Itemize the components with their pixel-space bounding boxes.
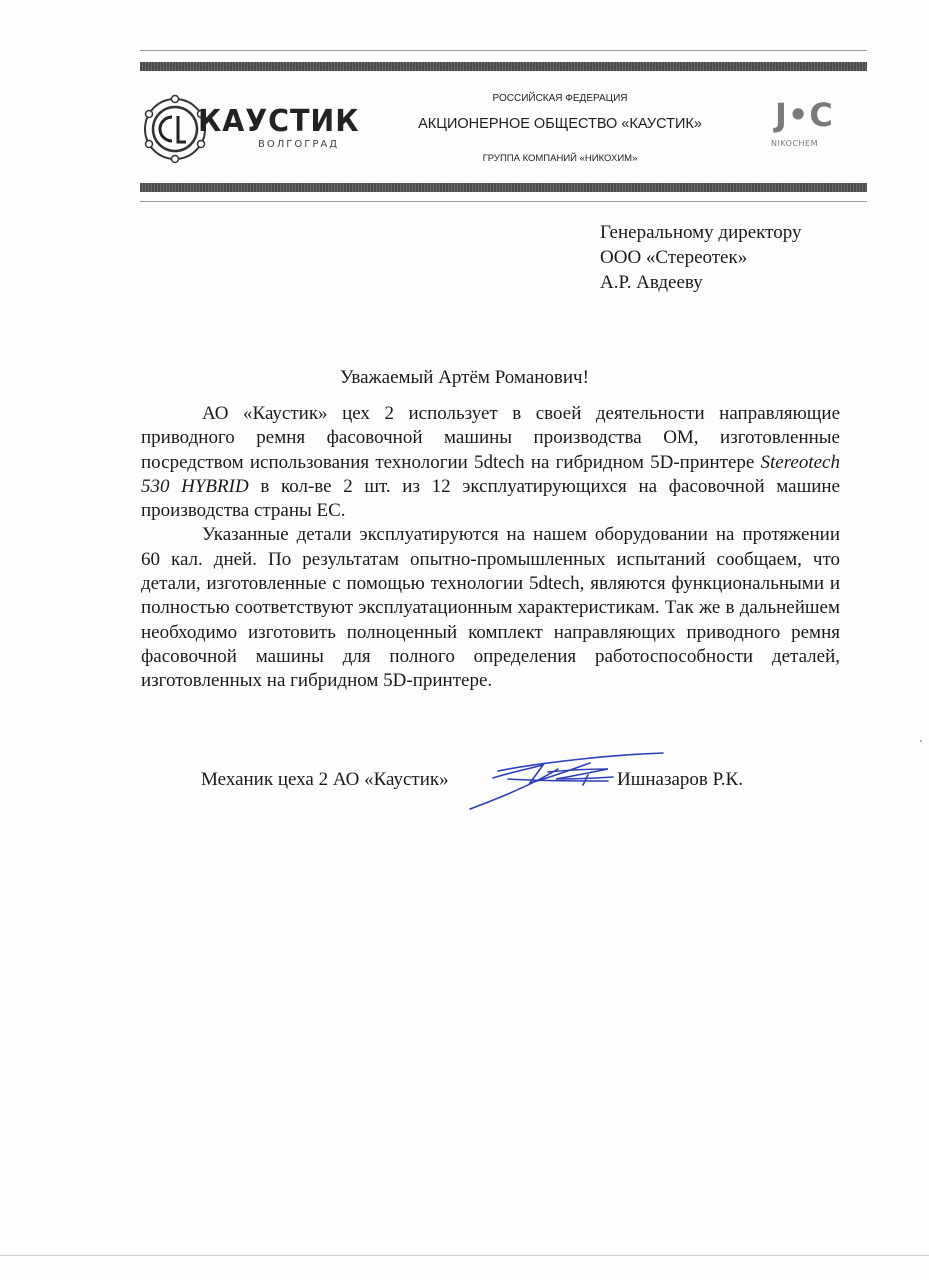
- header-country: РОССИЙСКАЯ ФЕДЕРАЦИЯ: [492, 93, 628, 104]
- header-rule-thin-top: [140, 50, 867, 51]
- header-company: АКЦИОНЕРНОЕ ОБЩЕСТВО «КАУСТИК»: [418, 116, 702, 132]
- paragraph-1-end: в кол-ве 2 шт. из 12 эксплуатирующихся на фасовочной машине производства страны ЕС.: [141, 475, 840, 522]
- signatory-name: Ишназаров Р.К.: [617, 769, 743, 790]
- header-rule-thin-bottom: [140, 201, 867, 202]
- header-group: ГРУППА КОМПАНИЙ «НИКОХИМ»: [482, 153, 638, 164]
- printer-model: Stereotech 530 HYBRID: [141, 451, 840, 497]
- signatory-position: Механик цеха 2 АО «Каустик»: [201, 769, 449, 790]
- greeting: Уважаемый Артём Романович!: [340, 367, 589, 388]
- header-rule-thick-top: [140, 62, 867, 71]
- nikochem-mark-icon: J•C: [775, 96, 834, 134]
- scan-edge-line: [0, 1255, 929, 1256]
- addressee-line-3: А.Р. Авдееву: [600, 272, 703, 293]
- scan-speck: [920, 740, 922, 742]
- addressee-line-1: Генеральному директору: [600, 222, 802, 243]
- addressee-line-2: ООО «Стереотек»: [600, 247, 748, 268]
- paragraph-1-start: АО «Каустик» цех 2 использует в своей деятельности направляющие приводного ремня фасовочной машины производства ОМ, изготовленные посредством использования технологии 5dtech на гибридном 5D-принтере: [141, 403, 840, 473]
- header-rule-thick-bottom: [140, 183, 867, 192]
- logo-city: ВОЛГОГРАД: [258, 139, 340, 150]
- nikochem-logo: [767, 96, 839, 156]
- letter-body: [141, 402, 840, 694]
- nikochem-wordmark: NIKOCHEM: [771, 139, 819, 148]
- logo-wordmark: КАУСТИК: [198, 104, 360, 139]
- paragraph-1: [141, 402, 840, 523]
- paragraph-2: Указанные детали эксплуатируются на нашем оборудовании на протяжении 60 кал. дней. По результатам опытно-промышленных испытаний сообщаем, что детали, изготовленные с помощью технологии 5dtech, являются функциональными и полностью соответствуют эксплуатационным характеристикам. Так же в дальнейшем необходимо изготовить полноценный комплект направляющих приводного ремня фасовочной машины для полного определения работоспособности деталей, изготовленных на гибридном 5D-принтере.: [141, 524, 840, 692]
- addressee-block: [600, 220, 801, 295]
- kaustik-logo: [140, 92, 360, 166]
